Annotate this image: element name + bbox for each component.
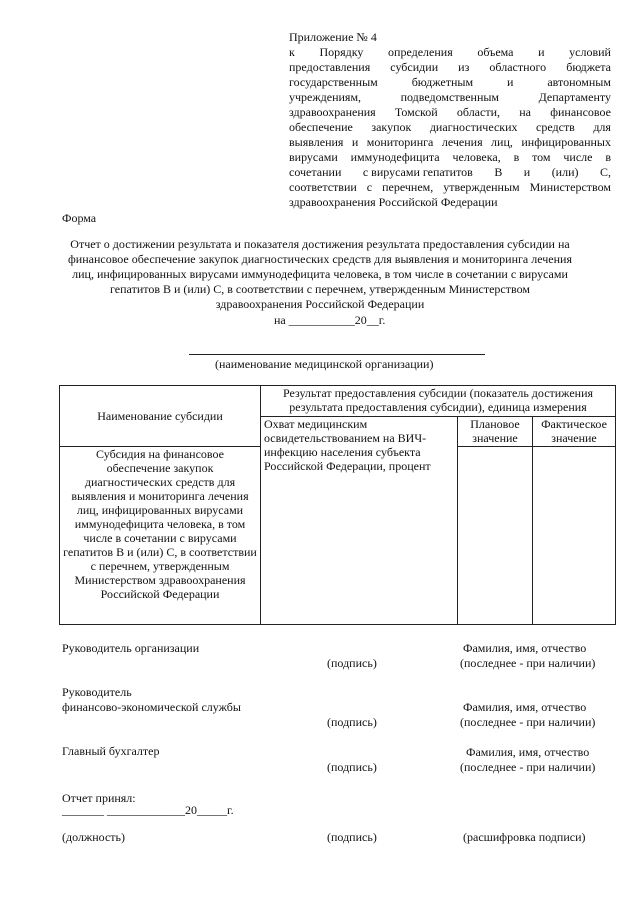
appendix-word: государственным <box>289 75 378 89</box>
finance-name-caption: Фамилия, имя, отчество <box>463 700 587 714</box>
appendix-word: объема <box>477 45 514 59</box>
appendix-word: перечнем, <box>382 180 434 194</box>
appendix-line <box>289 90 611 105</box>
header-result: Результат предоставления субсидии (показатель достижения результата предоставления субсидии), единица измерения <box>261 386 616 417</box>
appendix-word: человека, <box>452 150 501 164</box>
appendix-word: подведомственным <box>400 90 500 104</box>
appendix-word: бюджетным <box>411 75 474 89</box>
appendix-word: диагностических <box>429 120 518 134</box>
appendix-word: с вирусами гепатитов <box>362 165 473 179</box>
appendix-line <box>289 165 611 180</box>
appendix-last-line: здравоохранения Российской Федерации <box>289 195 498 209</box>
report-title-line-3: лиц, инфицированных вирусами иммунодефицита человека, в том числе в сочетании с вирусами <box>72 267 568 281</box>
appendix-title: Приложение № 4 <box>289 30 377 44</box>
header-subsidy-name: Наименование субсидии <box>60 386 261 447</box>
appendix-word: и <box>538 45 545 59</box>
appendix-word: определения <box>388 45 453 59</box>
report-title-line-4: гепатитов В и (или) С, в соответствии с перечнем, утвержденным Министерством <box>110 282 530 296</box>
cell-planned-value <box>458 447 533 625</box>
position-caption: (должность) <box>62 830 125 844</box>
appendix-word: инфицированных <box>521 135 611 149</box>
appendix-word: закупок <box>371 120 412 134</box>
head-signature-caption: (подпись) <box>327 656 377 670</box>
appendix-word: утвержденным <box>443 180 520 194</box>
finance-label-2: финансово-экономической службы <box>62 700 241 714</box>
appendix-word: автономным <box>547 75 611 89</box>
row-subsidy-name: Субсидия на финансовое обеспечение закупок диагностических средств для выявления и мониторинга лечения лиц, инфицированных вирусами иммунодефицита человека, в том числе в сочетании с вирусами гепатитов В и (или) С, в соответствии с перечнем, утвержденным Министерством здравоохранения Российской Федерации <box>60 447 261 625</box>
appendix-word: предоставления <box>289 60 371 74</box>
appendix-word: числе <box>563 150 593 164</box>
accepted-label: Отчет принял: <box>62 791 136 805</box>
report-title-line-1: Отчет о достижении результата и показателя достижения результата предоставления субсидии на <box>70 237 570 251</box>
appendix-word: субсидии <box>390 60 439 74</box>
appendix-word: из <box>458 60 470 74</box>
signature-caption: (подпись) <box>327 830 377 844</box>
appendix-line <box>289 60 611 75</box>
appendix-word: здравоохранения <box>289 105 376 119</box>
accepted-date-line: _______ _____________20_____г. <box>62 803 234 817</box>
appendix-word: условий <box>569 45 611 59</box>
appendix-line <box>289 180 611 195</box>
accountant-label: Главный бухгалтер <box>62 744 160 758</box>
finance-signature-caption: (подпись) <box>327 715 377 729</box>
appendix-word: на <box>519 105 531 119</box>
accountant-name-caption-2: (последнее - при наличии) <box>460 760 596 774</box>
appendix-line <box>289 105 611 120</box>
appendix-line <box>289 150 611 165</box>
appendix-word: и <box>351 135 359 149</box>
appendix-word: в <box>513 150 520 164</box>
appendix-line <box>289 75 611 90</box>
appendix-word: соответствии <box>289 180 357 194</box>
appendix-word: области, <box>456 105 501 119</box>
header-actual: Фактическое значение <box>533 417 616 447</box>
appendix-word: Департаменту <box>538 90 611 104</box>
appendix-word: в <box>605 150 611 164</box>
appendix-line <box>289 135 611 150</box>
appendix-word: мониторинга <box>366 135 434 149</box>
appendix-word: обеспечение <box>289 120 353 134</box>
accountant-signature-caption: (подпись) <box>327 760 377 774</box>
report-title-line-5: здравоохранения Российской Федерации <box>215 297 425 311</box>
appendix-word: и <box>506 75 514 89</box>
appendix-word: к <box>289 45 295 59</box>
appendix-word: и <box>523 165 531 179</box>
appendix-word: областного <box>489 60 547 74</box>
header-planned: Плановое значение <box>458 417 533 447</box>
appendix-word: средств <box>536 120 575 134</box>
finance-label: Руководитель <box>62 685 132 699</box>
appendix-word: бюджета <box>566 60 611 74</box>
appendix-word: Томской <box>394 105 438 119</box>
header-indicator: Охват медицинским освидетельствованием на ВИЧ-инфекцию населения субъекта Российской Федерации, процент <box>261 417 458 625</box>
appendix-word: учреждениям, <box>289 90 362 104</box>
appendix-word: выявления <box>289 135 344 149</box>
appendix-line <box>289 45 611 60</box>
appendix-word: (или) <box>551 165 579 179</box>
appendix-word: В <box>494 165 503 179</box>
finance-name-caption-2: (последнее - при наличии) <box>460 715 596 729</box>
head-name-caption-2: (последнее - при наличии) <box>460 656 596 670</box>
accountant-name-caption: Фамилия, имя, отчество <box>466 745 590 759</box>
org-name-line <box>189 354 485 355</box>
appendix-word: сочетании <box>289 165 342 179</box>
appendix-line <box>289 120 611 135</box>
report-title-line-2: финансовое обеспечение закупок диагностических средств для выявления и мониторинга лечения <box>68 252 572 266</box>
appendix-word: Министерством <box>529 180 611 194</box>
appendix-word: том <box>532 150 551 164</box>
appendix-word: иммунодефицита <box>350 150 440 164</box>
head-name-caption: Фамилия, имя, отчество <box>463 641 587 655</box>
org-name-caption: (наименование медицинской организации) <box>215 357 434 371</box>
appendix-word: финансовое <box>550 105 611 119</box>
subsidy-table <box>59 385 616 625</box>
appendix-word: лечения <box>441 135 483 149</box>
appendix-word: для <box>593 120 611 134</box>
decoding-caption: (расшифровка подписи) <box>463 830 586 844</box>
head-label: Руководитель организации <box>62 641 200 655</box>
appendix-word: вирусами <box>289 150 338 164</box>
appendix-word: С, <box>599 165 611 179</box>
form-label: Форма <box>62 211 97 225</box>
appendix-word: лиц, <box>491 135 513 149</box>
report-date-line: на ___________20__г. <box>274 313 386 327</box>
appendix-word: с <box>366 180 373 194</box>
appendix-word: Порядку <box>319 45 364 59</box>
cell-actual-value <box>533 447 616 625</box>
